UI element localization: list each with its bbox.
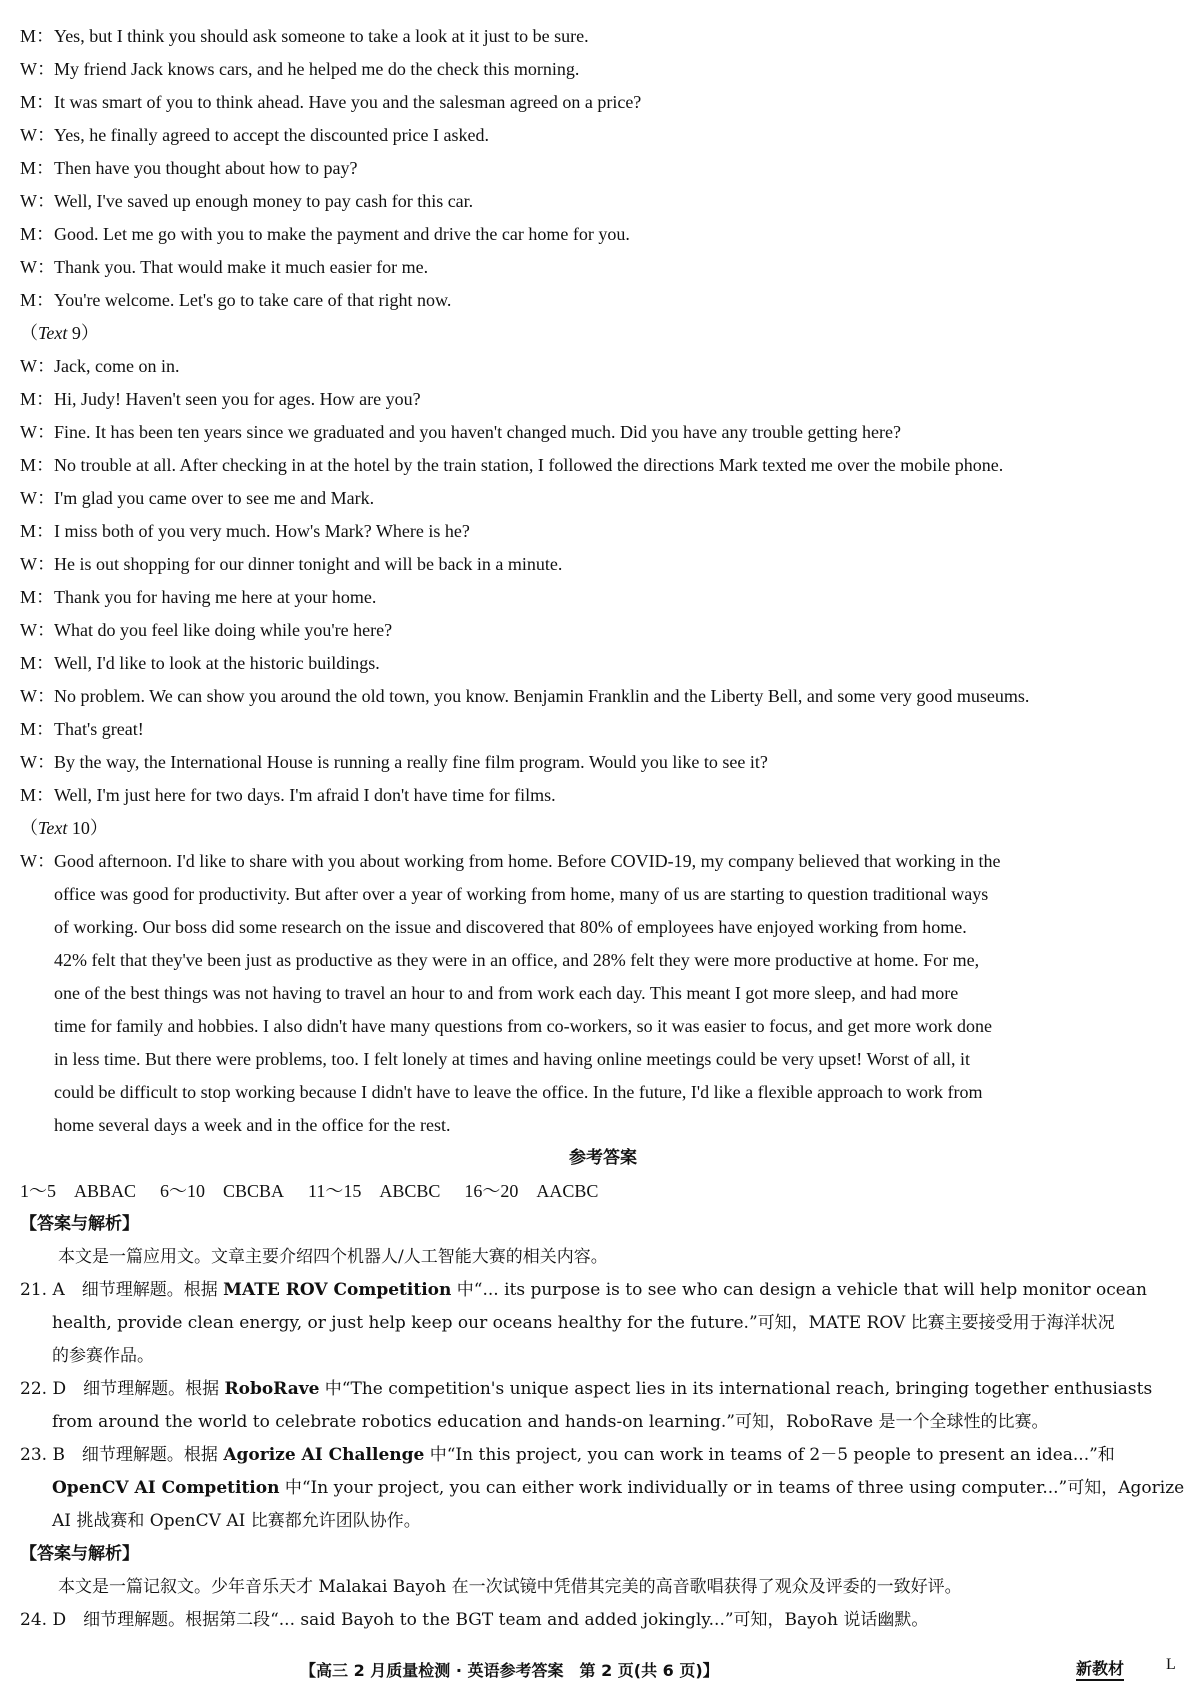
speaker-label: W： [20,686,55,706]
monologue-line [20,1010,1186,1043]
utterance-text: Thank you. That would make it much easier for me. [54,257,429,277]
speaker-label: M： [20,785,55,805]
monologue-text: time for family and hobbies. I also didn't have many questions from co-workers, so it was easier to focus, and get more work done [54,1016,993,1036]
utterance-text: Good. Let me go with you to make the payment and drive the car home for you. [54,224,630,244]
monologue-text: of working. Our boss did some research on the issue and discovered that 80% of employees have enjoyed working from home. [54,917,967,937]
utterance-text: By the way, the International House is running a really fine film program. Would you like to see it? [54,752,768,772]
explanation-text: AI 挑战赛和 OpenCV AI 比赛都允许团队协作。 [52,1511,421,1531]
monologue-text-10 [20,845,1186,1142]
dialogue-line [20,119,1186,152]
speaker-label: W： [20,125,55,145]
bold-term: MATE ROV Competition [223,1280,452,1300]
dialogue-line [20,20,1186,53]
utterance-text: Hi, Judy! Haven't seen you for ages. How are you? [54,389,421,409]
utterance-text: No trouble at all. After checking in at the hotel by the train station, I followed the directions Mark texted me over the mobile phone. [54,455,1004,475]
utterance-text: I'm glad you came over to see me and Mark. [54,488,375,508]
explanation-text: 中“The competition's unique aspect lies in its international reach, bringing together enthusiasts [319,1379,1153,1399]
answer-keys-row [20,1175,1186,1208]
speaker-label: M： [20,26,55,46]
bold-term: OpenCV AI Competition [52,1478,280,1498]
utterance-text: Well, I've saved up enough money to pay cash for this car. [54,191,474,211]
answer-range: 11～15 [308,1181,362,1201]
explanation-line [20,1340,1186,1373]
speaker-label: M： [20,587,55,607]
bold-term: Agorize AI Challenge [223,1445,425,1465]
dialogue-line [20,86,1186,119]
speaker-label: M： [20,719,55,739]
utterance-text: Well, I'd like to look at the historic buildings. [54,653,380,673]
dialogue-line [20,284,1186,317]
dialogue-line [20,185,1186,218]
dialogue-line [20,350,1186,383]
explanation-text: 中“In this project, you can work in teams of 2－5 people to present an idea...”和 [424,1445,1115,1465]
dialogue-text-9 [20,350,1186,812]
text-10-label: （Text 10） [20,818,108,838]
explanation-text: 的参赛作品。 [52,1346,154,1366]
explanation-line [20,1439,1186,1472]
dialogue-line [20,218,1186,251]
section-2-explanations [20,1604,1186,1637]
utterance-text: Thank you for having me here at your home. [54,587,377,607]
monologue-text: one of the best things was not having to travel an hour to and from work each day. This meant I got more sleep, and had more [54,983,959,1003]
section-2-intro: 本文是一篇记叙文。少年音乐天才 Malakai Bayoh 在一次试镜中凭借其完美的高音歌唱获得了观众及评委的一致好评。 [58,1577,962,1597]
dialogue-line [20,515,1186,548]
section-2-heading: 【答案与解析】 [20,1544,139,1564]
explanation-line [20,1406,1186,1439]
dialogue-line [20,680,1186,713]
explanation-text: 21. A 细节理解题。根据 [20,1280,224,1300]
dialogue-line [20,152,1186,185]
monologue-text: 42% felt that they've been just as productive as they were in an office, and 28% felt they were more productive at home. For me, [54,950,980,970]
answer-key: CBCBA [223,1181,285,1201]
speaker-label: W： [20,620,55,640]
utterance-text: Yes, he finally agreed to accept the discounted price I asked. [54,125,490,145]
speaker-label: M： [20,653,55,673]
bold-term: RoboRave [224,1379,320,1399]
answer-key: AACBC [536,1181,599,1201]
speaker-label: M： [20,521,55,541]
utterance-text: Jack, come on in. [54,356,180,376]
utterance-text: He is out shopping for our dinner tonight and will be back in a minute. [54,554,563,574]
utterance-text: You're welcome. Let's go to take care of that right now. [54,290,452,310]
answer-range: 1～5 [20,1181,56,1201]
footer-version: L [1166,1656,1176,1673]
dialogue-line [20,548,1186,581]
speaker-label: M： [20,224,55,244]
dialogue-text-8 [20,20,1186,317]
speaker-label: W： [20,257,55,277]
monologue-line [20,944,1186,977]
speaker-label: W： [20,422,55,442]
utterance-text: It was smart of you to think ahead. Have you and the salesman agreed on a price? [54,92,642,112]
dialogue-line [20,647,1186,680]
monologue-text: in less time. But there were problems, too. I felt lonely at times and having online meetings could be very upset! Worst of all, it [54,1049,971,1069]
speaker-label: M： [20,290,55,310]
dialogue-line [20,449,1186,482]
utterance-text: Fine. It has been ten years since we graduated and you haven't changed much. Did you have any trouble getting here? [54,422,901,442]
speaker-label: W： [20,59,55,79]
speaker-label: W： [20,851,55,871]
speaker-label: W： [20,554,55,574]
dialogue-line [20,53,1186,86]
dialogue-line [20,713,1186,746]
utterance-text: I miss both of you very much. How's Mark? Where is he? [54,521,470,541]
utterance-text: That's great! [54,719,144,739]
explanation-line [20,1472,1186,1505]
answer-key: ABCBC [379,1181,441,1201]
speaker-label: M： [20,455,55,475]
section-1-intro: 本文是一篇应用文。文章主要介绍四个机器人/人工智能大赛的相关内容。 [58,1247,608,1267]
speaker-label: W： [20,488,55,508]
page-footer [0,1654,1200,1684]
utterance-text: My friend Jack knows cars, and he helped me do the check this morning. [54,59,580,79]
answer-range: 16～20 [464,1181,519,1201]
explanation-line [20,1274,1186,1307]
dialogue-line [20,482,1186,515]
monologue-line [20,911,1186,944]
dialogue-line [20,746,1186,779]
explanation-text: from around the world to celebrate robotics education and hands-on learning.”可知，RoboRave 是一个全球性的比赛。 [52,1412,1049,1432]
explanation-text: 23. B 细节理解题。根据 [20,1445,224,1465]
section-1-explanations [20,1274,1186,1538]
utterance-text: Yes, but I think you should ask someone to take a look at it just to be sure. [54,26,589,46]
monologue-text: office was good for productivity. But after over a year of working from home, many of us are starting to question traditional ways [54,884,989,904]
monologue-line [20,1109,1186,1142]
answer-heading: 参考答案 [569,1148,637,1168]
utterance-text: What do you feel like doing while you're here? [54,620,393,640]
monologue-line [20,845,1186,878]
answer-key: ABBAC [74,1181,137,1201]
explanation-line [20,1307,1186,1340]
explanation-text: 24. D 细节理解题。根据第二段“... said Bayoh to the BGT team and added jokingly...”可知，Bayoh 说话幽默。 [20,1610,929,1630]
utterance-text: No problem. We can show you around the old town, you know. Benjamin Franklin and the Liberty Bell, and some very good museums. [54,686,1030,706]
speaker-label: M： [20,92,55,112]
footer-edition-tag: 新教材 [1076,1656,1124,1681]
utterance-text: Then have you thought about how to pay? [54,158,358,178]
monologue-line [20,878,1186,911]
explanation-text: health, provide clean energy, or just help keep our oceans healthy for the future.”可知，MATE ROV 比赛主要接受用于海洋状况 [52,1313,1115,1333]
monologue-text: home several days a week and in the office for the rest. [54,1115,451,1135]
dialogue-line [20,383,1186,416]
speaker-label: W： [20,356,55,376]
explanation-text: 中“... its purpose is to see who can design a vehicle that will help monitor ocean [451,1280,1147,1300]
explanation-line [20,1505,1186,1538]
dialogue-line [20,581,1186,614]
explanation-text: 22. D 细节理解题。根据 [20,1379,225,1399]
text-9-label: （Text 9） [20,323,99,343]
monologue-text: Good afternoon. I'd like to share with you about working from home. Before COVID-19, my company believed that working in the [54,851,1001,871]
speaker-label: W： [20,191,55,211]
dialogue-line [20,614,1186,647]
explanation-line [20,1373,1186,1406]
dialogue-line [20,416,1186,449]
monologue-line [20,977,1186,1010]
section-1-heading: 【答案与解析】 [20,1214,139,1234]
monologue-line [20,1076,1186,1109]
explanation-text: 中“In your project, you can either work individually or in teams of three using computer...”可知，Agorize [279,1478,1185,1498]
monologue-line [20,1043,1186,1076]
footer-title: 【高三 2 月质量检测 · 英语参考答案 第 2 页(共 6 页)】 [300,1661,719,1680]
speaker-label: M： [20,158,55,178]
speaker-label: M： [20,389,55,409]
speaker-label: W： [20,752,55,772]
dialogue-line [20,251,1186,284]
answer-range: 6～10 [160,1181,206,1201]
monologue-text: could be difficult to stop working because I didn't have to leave the office. In the future, I'd like a flexible approach to work from [54,1082,983,1102]
explanation-line [20,1604,1186,1637]
utterance-text: Well, I'm just here for two days. I'm afraid I don't have time for films. [54,785,556,805]
dialogue-line [20,779,1186,812]
